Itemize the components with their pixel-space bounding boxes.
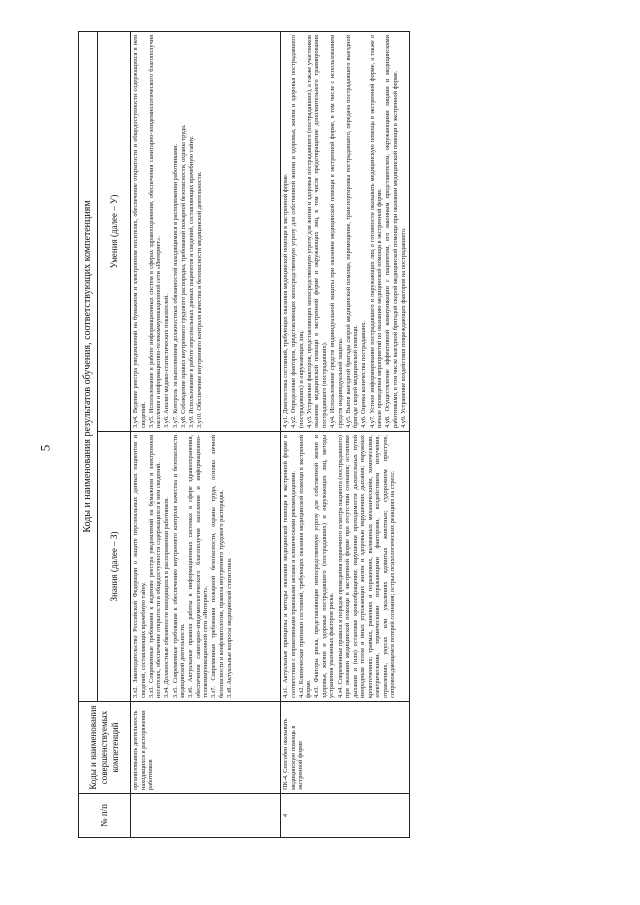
skill-item: 4.у7. Устное информирование пострадавшего и окружающих лиц о готовности оказывать медицинскую помощь в экстренной форме, а также о начале проведения мероприятий по оказанию медицинской помощи в экстренной форме. — [368, 34, 384, 428]
header-skills: Умения (далее – У) — [98, 31, 131, 431]
skill-item: 4.у2. Определение факторов, представляющих непосредственную угрозу для собственной жизни и здоровья, жизни и здоровья пострадавшего (пострадавших) и окружающих лиц. — [290, 34, 305, 428]
row-number: 4 — [281, 794, 410, 838]
knowledge-item: 3.з7. Современные требования пожарной безопасности, охраны труда, основы личной безопасности и конфликтологии, правила внутреннего трудового распорядка. — [210, 435, 225, 698]
knowledge-item: 3.з8. Актуальные вопросы медицинской статистики. — [226, 557, 234, 698]
skill-item: 3.у4. Ведение реестра уведомлений на бумажном и электронном носителях, обеспечение открытости и общедоступности содержащихся в нем сведений. — [132, 34, 147, 428]
competency-cell: организовывать деятельность находящихся в распоряжении работников — [131, 702, 281, 794]
knowledge-cell — [131, 432, 281, 702]
competency-cell: ПК-4. Способен оказывать медицинскую помощь в экстренной форме — [281, 702, 410, 794]
row-number — [131, 794, 281, 838]
skill-item: 4.у3. Устранение факторов, представляющих непосредственную угрозу для жизни и здоровья пострадавшего (пострадавших), а также участников оказания медицинской помощи в экстренной форме и окружающих лиц, в том числе предотвращение дополнительного травмирования пострадавшего (пострадавших). — [305, 34, 328, 428]
table-row — [131, 31, 281, 837]
header-results: Коды и наименования результатов обучения, соответствующих компетенциям — [79, 31, 98, 701]
knowledge-item: 3.з3. Современные требования к ведению реестра уведомлений на бумажном и электронном носителях, обеспечение открытости и общедоступности содержащихся в нем сведений. — [147, 435, 163, 698]
knowledge-item: 4.з3. Факторы риска, представляющие непосредственную угрозу для собственной жизни и здоровья, жизни и здоровья пострадавшего (пострадавших) и окружающих лиц, методы устранения указанных факторов риска. — [313, 435, 336, 698]
page-number: 5 — [37, 444, 53, 452]
knowledge-cell — [281, 432, 410, 702]
skill-item: 3.у9. Использование в работе персональных данных пациентов и сведений, составляющих врачебную тайну. — [187, 136, 195, 428]
knowledge-item: 4.з4. Современные правила и порядок проведения первичного осмотра пациента (пострадавшего) при оказании медицинской помощи в экстренной форме при отсутствии сознания; остановке дыхания и (или) остановке кровообращения; нарушении проходимости дыхательных путей инородным телом и иных угрожающих жизни и здоровью нарушениях дыхания; наружных кровотечениях; травмах, ранениях и поражениях, вызванных механическими, химическими, электрическими, термическими поражающими факторами, воздействием излучения, отравлениях, укусах или ужалениях ядовитых животных; судорожном приступе, сопровождающемся потерей сознания; острых психологических реакциях на стресс. — [336, 435, 397, 698]
skill-item: 4.у4. Использование средств индивидуальной защиты при оказании медицинской помощи в экстренной форме, в том числе с использованием средств индивидуальной защиты. — [329, 34, 344, 428]
header-row-1 — [79, 31, 98, 837]
table-row — [281, 31, 410, 837]
knowledge-item: 3.з4. Должностные обязанности находящихся в распоряжении работников. — [163, 497, 171, 698]
header-knowledge: Знания (далее – З) — [98, 432, 131, 702]
skill-item: 3.у5. Использование в работе информационных систем в сферах здравоохранения, обеспечения санитарно-эпидемиологического благополучия населения и информационно-телекоммуникационной сети «Интернет». — [147, 34, 163, 428]
skill-item: 3.у7. Контроль за выполнением должностных обязанностей находящимися в распоряжении работниками. — [171, 143, 179, 428]
skills-cell — [131, 31, 281, 431]
header-competency: Коды и наименования совершенствуемых компетенций — [79, 702, 131, 794]
skills-cell — [281, 31, 410, 431]
skill-item: 3.у8. Соблюдение правил внутреннего трудового распорядка, требований пожарной безопасности, охраны труда. — [179, 124, 187, 428]
competency-table — [78, 31, 410, 838]
competency-table-container — [78, 32, 616, 838]
knowledge-item: 3.з6. Актуальные правила работы в информационных системах в сфере здравоохранения, обеспечения санитарно-эпидемиологического благополучия населения и информационно-телекоммуникационной сети «Интернет». — [187, 435, 210, 698]
skill-item: 4.у9. Устранение воздействия повреждающих факторов на пострадавшего. — [399, 227, 407, 428]
knowledge-item: 3.з5. Современные требования к обеспечению внутреннего контроля качества и безопасности медицинской деятельности. — [171, 435, 187, 698]
skill-item: 4.у1. Диагностика состояний, требующих оказания медицинской помощи в экстренной форме. — [282, 173, 289, 428]
skill-item: 3.у10. Обеспечение внутреннего контроля качества и безопасности медицинской деятельности. — [195, 171, 203, 428]
knowledge-item: 4.з2. Клинические признаки состояний, требующих оказания медицинской помощи в экстренной форме. — [297, 435, 313, 698]
skill-item: 4.у8. Осуществление эффективной коммуникации с пациентом, его законным представителем, окружающими лицами и медицинскими работниками, в том числе выездной бригадой скорой медицинской помощи при оказании медицинской помощи в экстренной форме. — [384, 34, 399, 428]
skill-item: 4.у5. Вызов выездной бригады скорой медицинской помощи, перемещение, транспортировка пострадавшего, передача пострадавшего выездной бригаде скорой медицинской помощи. — [344, 34, 360, 428]
skill-item: 4.у6. Оценка количества пострадавших. — [360, 321, 368, 428]
skill-item: 3.у6. Анализ медико-статистических показателей. — [163, 294, 171, 428]
knowledge-item: 3.з2. Законодательство Российской Федерации о защите персональных данных пациентов и сведений, составляющих врачебную тайну. — [132, 435, 147, 698]
header-num: № п/п — [79, 794, 131, 838]
knowledge-item: 4.з1. Актуальные принципы и методы оказания медицинской помощи в экстренной форме в соответствии с нормативными правовыми актами и клиническими рекомендациями. — [282, 435, 297, 698]
